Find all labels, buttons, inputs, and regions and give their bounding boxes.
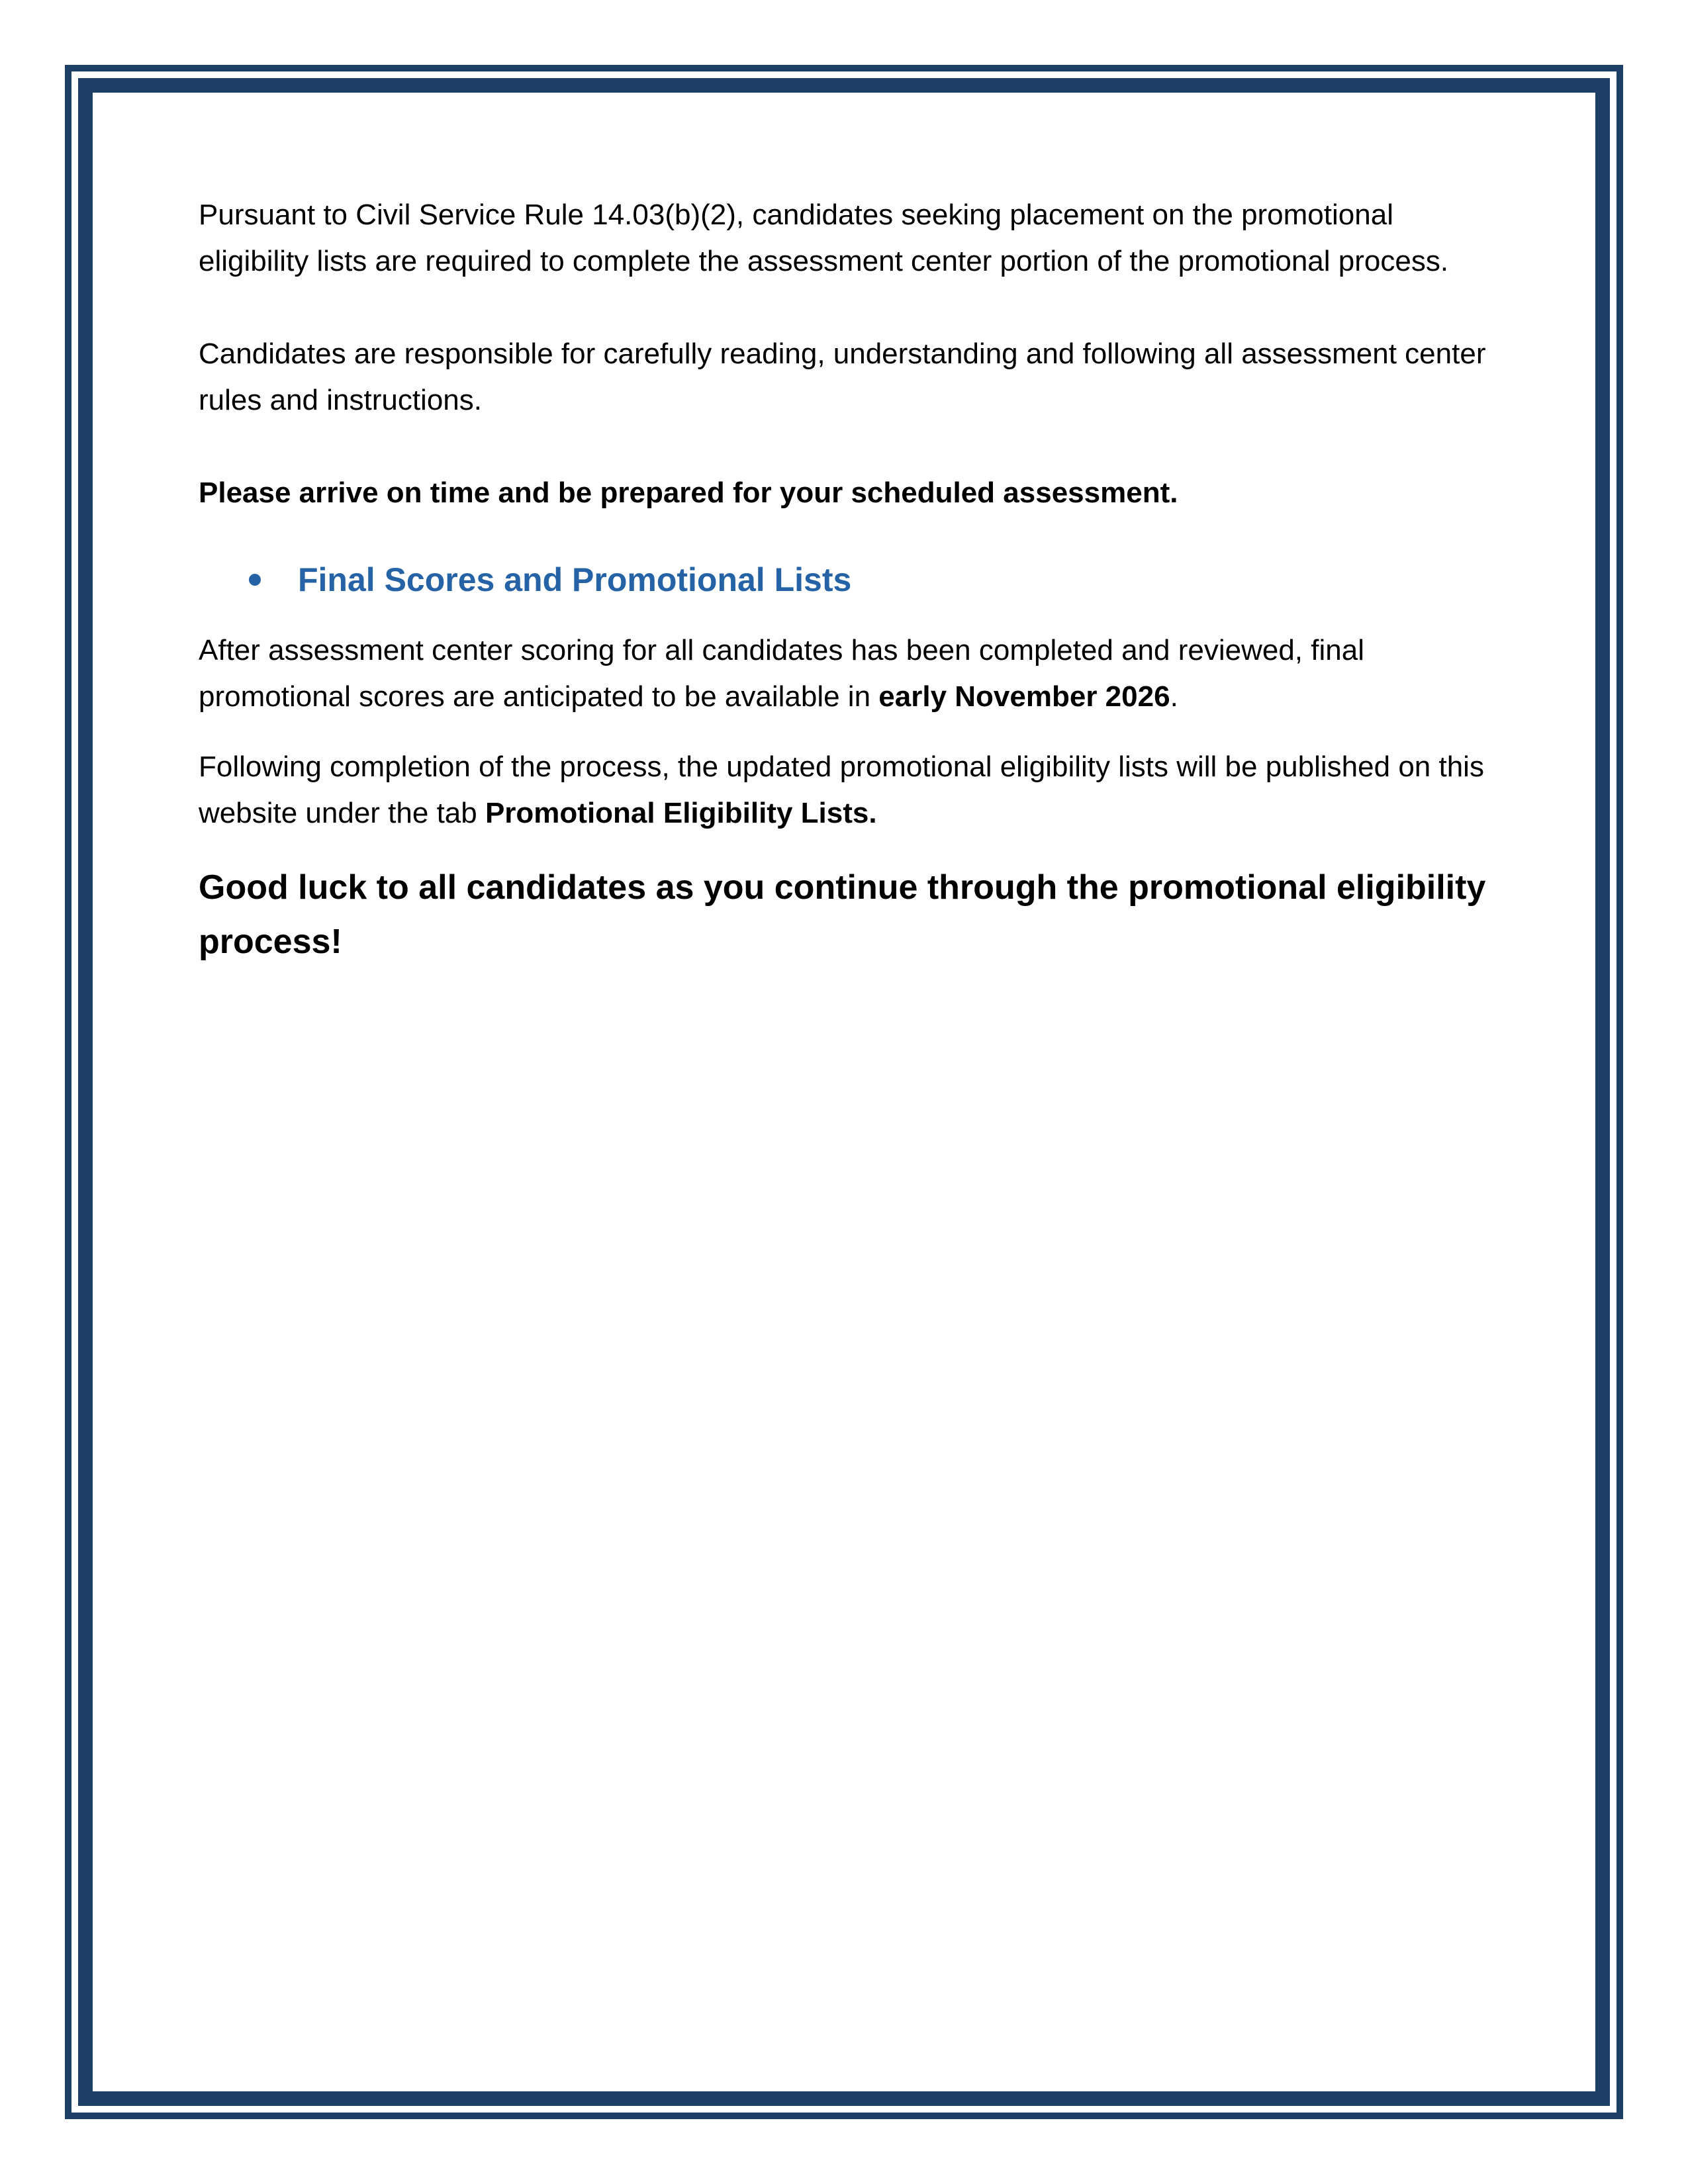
- section-heading-text: Final Scores and Promotional Lists: [298, 561, 852, 598]
- rule-paragraph: Pursuant to Civil Service Rule 14.03(b)(2), candidates seeking placement on the promotional eligibility lists are required to complete the assessment center portion of the promotional process.: [199, 199, 1449, 277]
- scores-text-end: .: [1170, 680, 1178, 713]
- bullet-icon: [249, 574, 261, 586]
- scores-availability-paragraph: [199, 627, 1496, 720]
- section-heading-final-scores: [249, 556, 1496, 604]
- document-body: [199, 192, 1496, 969]
- lists-publication-paragraph: [199, 744, 1496, 837]
- closing-message: Good luck to all candidates as you continue through the promotional eligibility process!: [199, 868, 1486, 961]
- responsibility-paragraph: Candidates are responsible for carefully reading, understanding and following all assessment center rules and instructions.: [199, 338, 1486, 416]
- scores-text: After assessment center scoring for all candidates has been completed and reviewed, final promotional scores are anticipated to be available in: [199, 634, 1364, 713]
- arrival-notice: Please arrive on time and be prepared for your scheduled assessment.: [199, 477, 1178, 509]
- lists-tab-name: Promotional Eligibility Lists.: [485, 797, 877, 829]
- scores-date: early November 2026: [878, 680, 1170, 713]
- lists-text: Following completion of the process, the updated promotional eligibility lists will be published on this website under the tab: [199, 751, 1484, 829]
